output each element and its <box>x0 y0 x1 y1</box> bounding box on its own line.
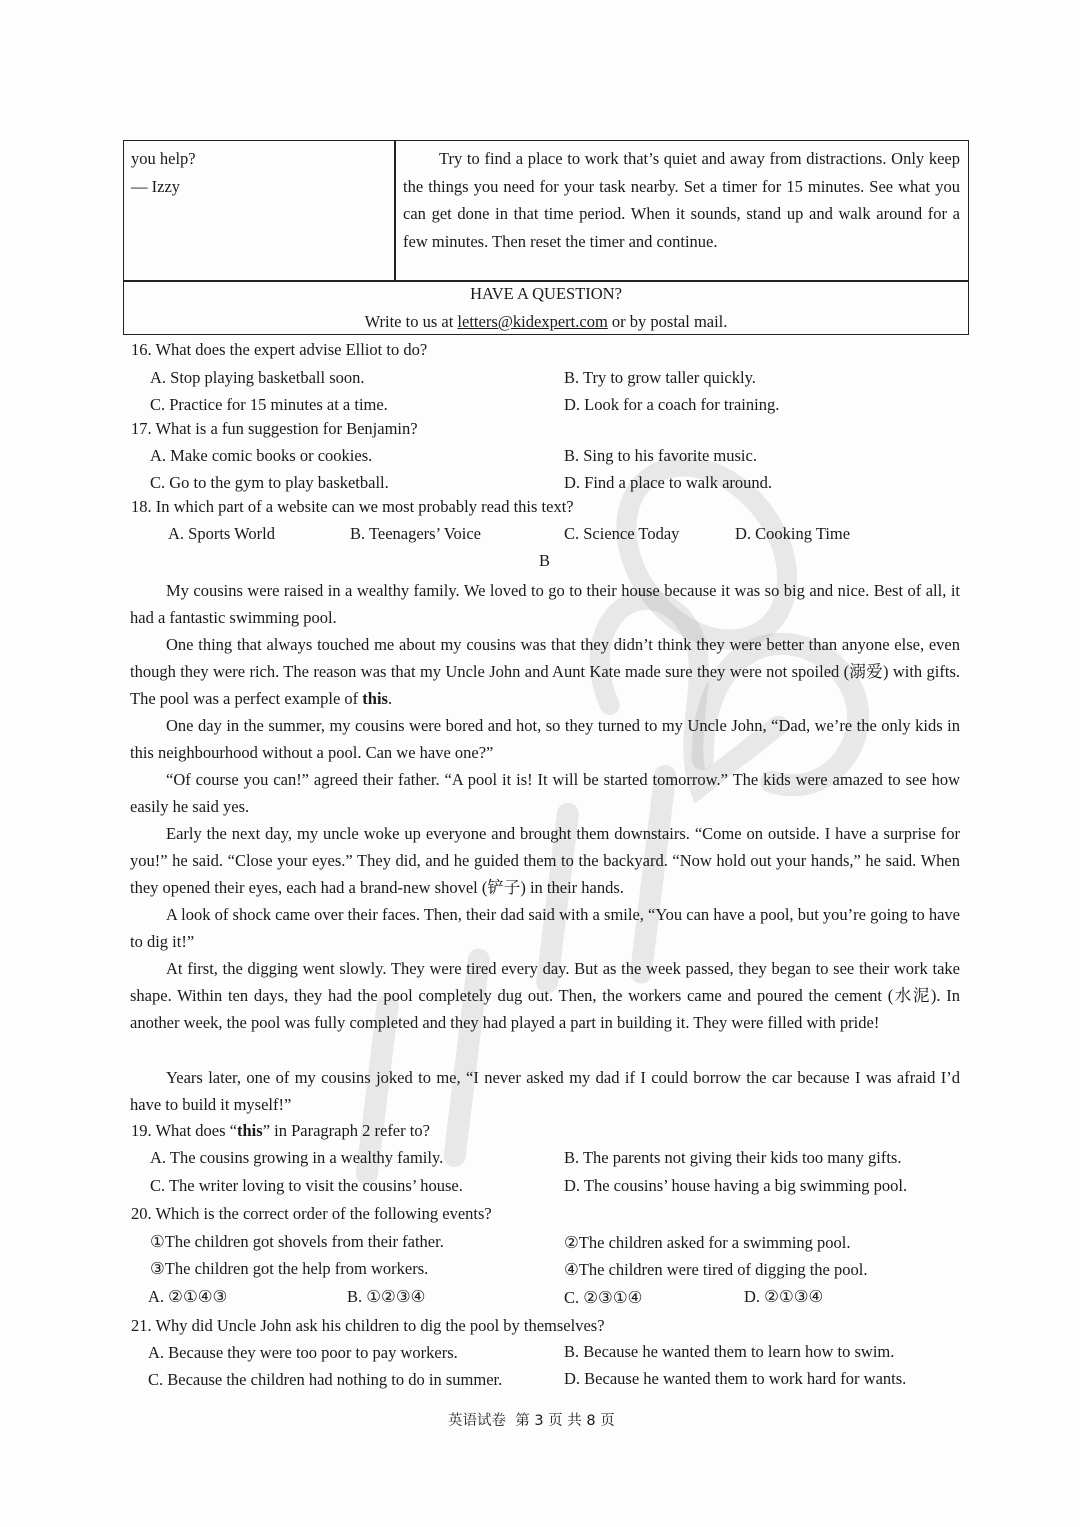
paragraph-text: My cousins were raised in a wealthy family. We loved to go to their house because it was so big and nice. Best of all, it had a fantastic swimming pool. <box>130 581 960 627</box>
paragraph-text: Years later, one of my cousins joked to me, “I never asked my dad if I could borrow the car because I was afraid I’d have to build it myself!” <box>130 1068 960 1114</box>
q20-option-d: D. ②①③④ <box>744 1287 824 1306</box>
paragraph-text: A look of shock came over their faces. Then, their dad said with a smile, “You can have a pool, but you’re going to have to dig it!” <box>130 905 960 951</box>
q16-option-d: D. Look for a coach for training. <box>564 395 780 414</box>
contact-prefix: Write to us at <box>364 312 458 331</box>
q19-option-d: D. The cousins’ house having a big swimming pool. <box>564 1176 908 1195</box>
question-20-stem: 20. Which is the correct order of the following events? <box>131 1204 492 1223</box>
contact-email-link[interactable]: letters@kidexpert.com <box>457 312 608 331</box>
expert-advice-body: Try to find a place to work that’s quiet and away from distractions. Only keep the things you need for your task nearby. Set a timer for 15 minutes. See what you can get done in that time period. When it sounds, stand up and walk around for a few minutes. Then reset the timer and continue. <box>403 149 960 252</box>
q18-option-c: C. Science Today <box>564 524 680 543</box>
q16-option-b: B. Try to grow taller quickly. <box>564 368 756 387</box>
box-divider-vertical <box>394 141 396 280</box>
q20-option-b: B. ①②③④ <box>347 1287 426 1306</box>
paragraph-text: Early the next day, my uncle woke up everyone and brought them downstairs. “Come on outside. I have a surprise for you!” he said. “Close your eyes.” They did, and he guided them to the backyard. “Now hold out your hands,” he said. When they opened their eyes, each had a brand-new shovel (铲子) in their hands. <box>130 824 960 897</box>
paragraph-text: “Of course you can!” agreed their father. “A pool it is! It will be started tomorrow.” The kids were amazed to see how easily he said yes. <box>130 770 960 816</box>
question-17-stem: 17. What is a fun suggestion for Benjamin? <box>131 419 418 438</box>
paragraph-bold-word: this <box>362 689 388 708</box>
passage-paragraph-6 <box>130 901 960 955</box>
expert-advice-text <box>403 145 960 256</box>
box-footer-contact <box>123 312 969 332</box>
q21-option-b: B. Because he wanted them to learn how to swim. <box>564 1342 895 1361</box>
paragraph-text: One day in the summer, my cousins were bored and hot, so they turned to my Uncle John, “Dad, we’re the only kids in this neighbourhood without a pool. Can we have one?” <box>130 716 960 762</box>
q20-option-a: A. ②①④③ <box>148 1287 228 1306</box>
q19-stem-prefix: 19. What does “ <box>131 1121 238 1140</box>
q17-option-b: B. Sing to his favorite music. <box>564 446 757 465</box>
page-footer: 英语试卷 第 3 页 共 8 页 <box>448 1413 615 1429</box>
box-divider-horizontal <box>124 280 968 282</box>
q19-option-a: A. The cousins growing in a wealthy family. <box>150 1148 444 1167</box>
letter-signature: — Izzy <box>131 176 181 196</box>
question-16-stem: 16. What does the expert advise Elliot to do? <box>131 340 428 359</box>
q21-option-c: C. Because the children had nothing to do in summer. <box>148 1370 503 1389</box>
q20-event-1: ①The children got shovels from their father. <box>150 1232 444 1251</box>
q20-event-3: ③The children got the help from workers. <box>150 1259 429 1278</box>
section-b-label: B <box>539 551 551 570</box>
q19-stem-suffix: ” in Paragraph 2 refer to? <box>262 1121 430 1140</box>
q18-option-d: D. Cooking Time <box>735 524 851 543</box>
passage-paragraph-3 <box>130 712 960 766</box>
question-18-stem: 18. In which part of a website can we most probably read this text? <box>131 497 574 516</box>
q16-option-c: C. Practice for 15 minutes at a time. <box>150 395 388 414</box>
paragraph-text: One thing that always touched me about my cousins was that they didn’t think they were better than anyone else, even though they were rich. The reason was that my Uncle John and Aunt Kate made sure they were not spoiled (溺爱) with gifts. The pool was a perfect example of <box>130 635 960 708</box>
letter-left-line: you help? <box>131 149 196 168</box>
q21-option-a: A. Because they were too poor to pay workers. <box>148 1343 458 1362</box>
q20-event-4: ④The children were tired of digging the pool. <box>564 1260 868 1279</box>
passage-paragraph-4 <box>130 766 960 820</box>
passage-paragraph-5 <box>130 820 960 901</box>
q20-event-2: ②The children asked for a swimming pool. <box>564 1233 851 1252</box>
paragraph-text: At first, the digging went slowly. They were tired every day. But as the week passed, they began to see their work take shape. Within ten days, they had the pool completely dug out. Then, the workers came and poured the cement (水泥). In another week, the pool was fully completed and they had played a part in building it. They were filled with pride! <box>130 959 960 1032</box>
q18-option-b: B. Teenagers’ Voice <box>350 524 481 543</box>
q17-option-d: D. Find a place to walk around. <box>564 473 773 492</box>
passage-paragraph-7 <box>130 955 960 1036</box>
box-footer-title: HAVE A QUESTION? <box>470 284 622 303</box>
q18-option-a: A. Sports World <box>168 524 276 543</box>
contact-suffix: or by postal mail. <box>607 312 728 331</box>
letter-left-cell <box>131 145 196 200</box>
passage-paragraph-2 <box>130 631 960 712</box>
question-19-stem <box>131 1121 430 1141</box>
question-21-stem: 21. Why did Uncle John ask his children to dig the pool by themselves? <box>131 1316 605 1335</box>
q21-option-d: D. Because he wanted them to work hard for wants. <box>564 1369 907 1388</box>
q17-option-c: C. Go to the gym to play basketball. <box>150 473 389 492</box>
passage-paragraph-1 <box>130 577 960 631</box>
q19-stem-bold: this <box>237 1121 263 1140</box>
q17-option-a: A. Make comic books or cookies. <box>150 446 373 465</box>
q16-option-a: A. Stop playing basketball soon. <box>150 368 365 387</box>
q19-option-b: B. The parents not giving their kids too many gifts. <box>564 1148 902 1167</box>
q19-option-c: C. The writer loving to visit the cousins’ house. <box>150 1176 463 1195</box>
paragraph-period: . <box>387 689 393 708</box>
passage-paragraph-8 <box>130 1064 960 1118</box>
q20-option-c: C. ②③①④ <box>564 1288 643 1307</box>
